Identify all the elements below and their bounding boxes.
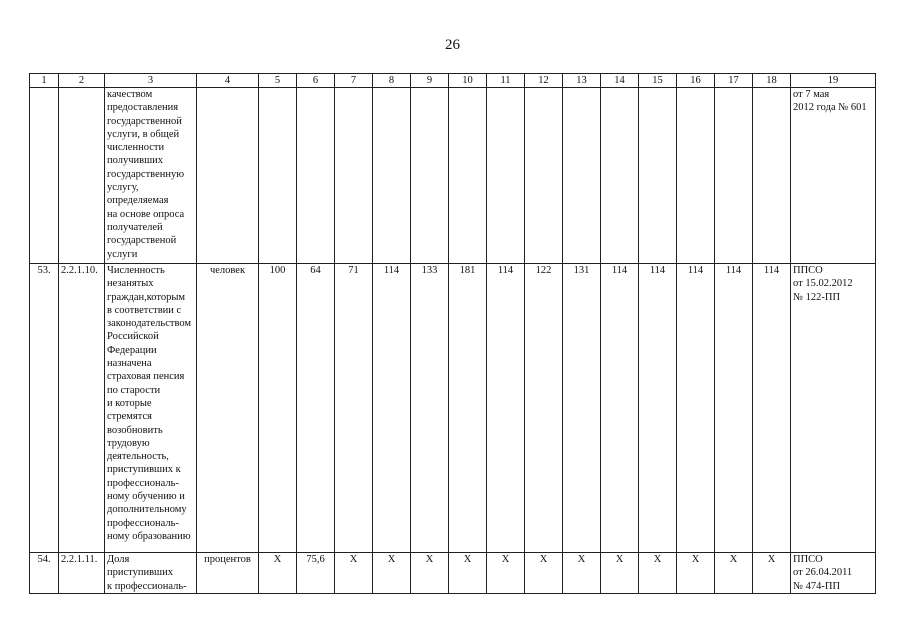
value-cell: [411, 88, 449, 264]
column-header: 5: [259, 74, 297, 88]
unit-cell: человек: [197, 264, 259, 553]
column-header: 19: [791, 74, 876, 88]
indicator-name: качеством предоставления государственной услуги, в общей численности получивших государственную услугу, определяемая на основе опроса получателей государственой услуги: [105, 88, 197, 264]
value-cell: [259, 88, 297, 264]
indicator-name: Численность незанятых граждан,которым в соответствии с законодательством Российской Федерации назначена страховая пенсия по старости и которые стремятся возобновить трудовую деятельность, приступивших к профессиональ- ному обучению и дополнительному профессиональ- ному образованию: [105, 264, 197, 553]
value-cell: Х: [715, 553, 753, 594]
value-cell: 133: [411, 264, 449, 553]
page-number: 26: [445, 37, 460, 53]
column-header: 10: [449, 74, 487, 88]
table-row: [30, 264, 876, 553]
value-cell: 114: [601, 264, 639, 553]
value-cell: [335, 88, 373, 264]
value-cell: [525, 88, 563, 264]
indicators-table: [29, 73, 876, 594]
column-header: 6: [297, 74, 335, 88]
value-cell: [487, 88, 525, 264]
value-cell: [639, 88, 677, 264]
value-cell: [677, 88, 715, 264]
value-cell: Х: [601, 553, 639, 594]
indicator-name: Доля приступивших к профессиональ-: [105, 553, 197, 594]
table-row: [30, 88, 876, 264]
column-header: 13: [563, 74, 601, 88]
column-header: 1: [30, 74, 59, 88]
value-cell: Х: [487, 553, 525, 594]
unit-cell: процентов: [197, 553, 259, 594]
value-cell: 122: [525, 264, 563, 553]
row-number: 54.: [30, 553, 59, 594]
value-cell: 131: [563, 264, 601, 553]
column-header: 2: [59, 74, 105, 88]
legal-basis: от 7 мая 2012 года № 601: [791, 88, 876, 264]
value-cell: Х: [677, 553, 715, 594]
value-cell: Х: [753, 553, 791, 594]
value-cell: 114: [487, 264, 525, 553]
value-cell: 71: [335, 264, 373, 553]
value-cell: [373, 88, 411, 264]
value-cell: [753, 88, 791, 264]
unit-cell: [197, 88, 259, 264]
value-cell: 114: [753, 264, 791, 553]
value-cell: Х: [411, 553, 449, 594]
column-header: 8: [373, 74, 411, 88]
value-cell: 114: [677, 264, 715, 553]
value-cell: Х: [373, 553, 411, 594]
value-cell: [297, 88, 335, 264]
value-cell: Х: [563, 553, 601, 594]
value-cell: Х: [525, 553, 563, 594]
value-cell: Х: [639, 553, 677, 594]
table-row: [30, 553, 876, 594]
row-number: [30, 88, 59, 264]
value-cell: [449, 88, 487, 264]
column-header: 12: [525, 74, 563, 88]
value-cell: Х: [335, 553, 373, 594]
legal-basis: ППСО от 26.04.2011 № 474-ПП: [791, 553, 876, 594]
column-header: 3: [105, 74, 197, 88]
column-header: 7: [335, 74, 373, 88]
legal-basis: ППСО от 15.02.2012 № 122-ПП: [791, 264, 876, 553]
value-cell: [715, 88, 753, 264]
value-cell: 100: [259, 264, 297, 553]
row-code: [59, 88, 105, 264]
column-number-row: [30, 74, 876, 88]
value-cell: Х: [259, 553, 297, 594]
value-cell: 75,6: [297, 553, 335, 594]
value-cell: [563, 88, 601, 264]
value-cell: [601, 88, 639, 264]
column-header: 17: [715, 74, 753, 88]
row-code: 2.2.1.11.: [59, 553, 105, 594]
column-header: 18: [753, 74, 791, 88]
row-code: 2.2.1.10.: [59, 264, 105, 553]
value-cell: 114: [373, 264, 411, 553]
value-cell: Х: [449, 553, 487, 594]
column-header: 16: [677, 74, 715, 88]
value-cell: 181: [449, 264, 487, 553]
column-header: 15: [639, 74, 677, 88]
value-cell: 114: [715, 264, 753, 553]
column-header: 4: [197, 74, 259, 88]
column-header: 9: [411, 74, 449, 88]
column-header: 14: [601, 74, 639, 88]
value-cell: 114: [639, 264, 677, 553]
row-number: 53.: [30, 264, 59, 553]
value-cell: 64: [297, 264, 335, 553]
column-header: 11: [487, 74, 525, 88]
